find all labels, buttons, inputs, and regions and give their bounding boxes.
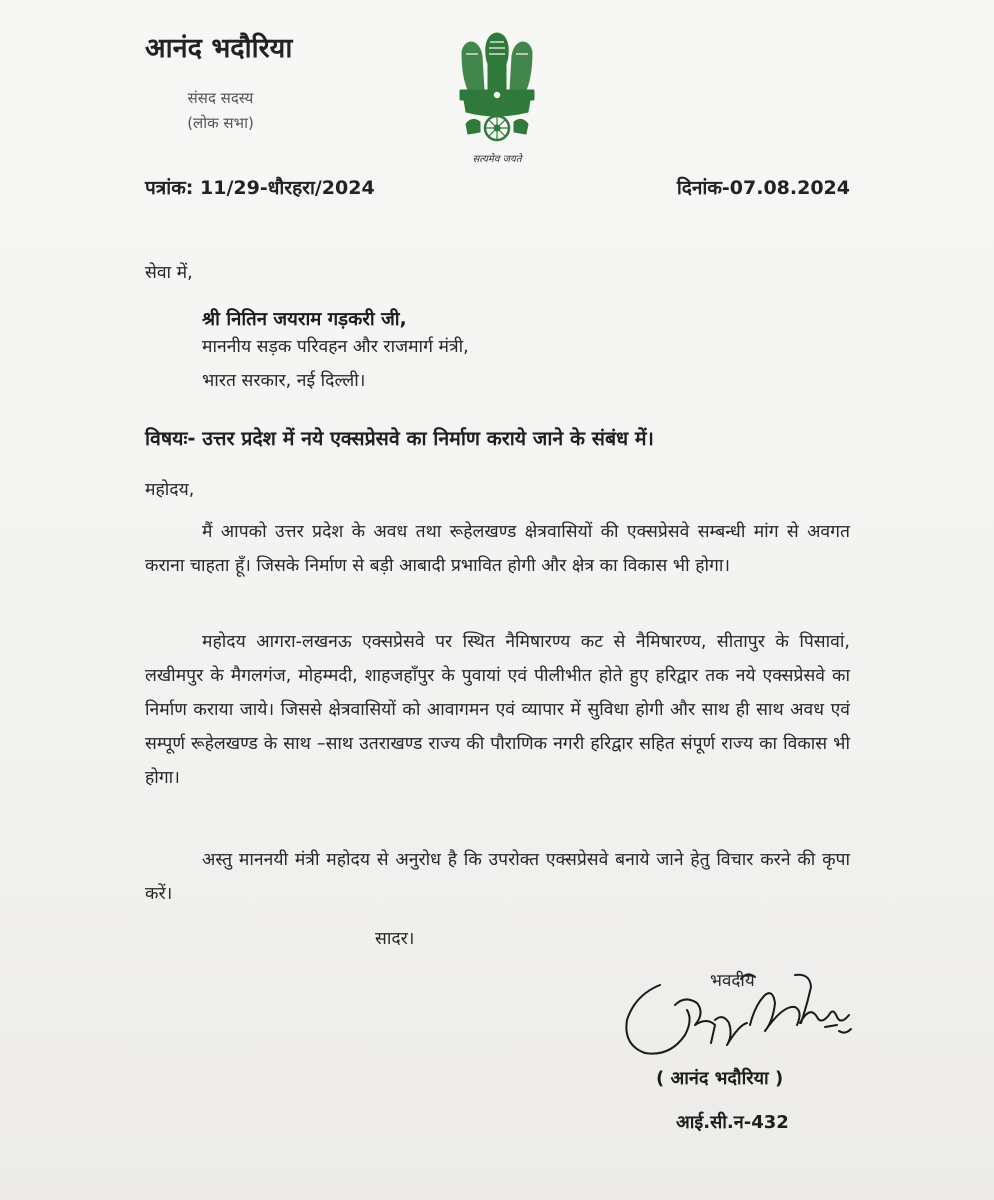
closing-yours: भवदीय — [710, 971, 755, 991]
recipient-office: भारत सरकार, नई दिल्ली। — [202, 371, 366, 391]
signer-id: आई.सी.न-432 — [676, 1112, 789, 1133]
body-paragraph: मैं आपको उत्तर प्रदेश के अवध तथा रूहेलखण्ड क्षेत्रवासियों की एक्सप्रेसवे सम्बन्धी मांग से अवगत कराना चाहता हूँ। जिसके निर्माण से बड़ी आबादी प्रभावित होगी और क्षेत्र का विकास भी होगा। — [145, 522, 850, 576]
recipient-title: माननीय सड़क परिवहन और राजमार्ग मंत्री, — [202, 337, 469, 357]
sender-name: आनंद भदौरिया — [145, 33, 293, 64]
emblem-motto: सत्यमेव जयते — [472, 154, 522, 165]
salutation: सेवा में, — [145, 263, 193, 283]
recipient-name: श्री नितिन जयराम गड़करी जी, — [202, 309, 407, 330]
letter-date: दिनांक-07.08.2024 — [676, 177, 850, 199]
signer-name: ( आनंद भदौरिया ) — [656, 1068, 784, 1089]
ashoka-emblem-icon — [448, 28, 546, 168]
reference-number: पत्रांक: 11/29-धौरहरा/2024 — [145, 177, 375, 199]
sender-house: (लोक सभा) — [187, 114, 254, 132]
body-paragraph: महोदय आगरा-लखनऊ एक्सप्रेसवे पर स्थित नैमिषारण्य कट से नैमिषारण्य, सीतापुर के पिसावां, लखीमपुर के मैगलगंज, मोहम्मदी, शाहजहाँपुर के पुवायां एवं पीलीभीत होते हुए हरिद्वार तक नये एक्सप्रेसवे का निर्माण कराया जाये। जिससे क्षेत्रवासियों को आवागमन एवं व्यापार में सुविधा होगी और साथ ही साथ अवध एवं सम्पूर्ण रूहेलखण्ड के साथ –साथ उतराखण्ड राज्य की पौराणिक नगरी हरिद्वार सहित संपूर्ण राज्य का विकास भी होगा। — [145, 632, 850, 788]
closing-sadar: सादर। — [375, 929, 415, 949]
sender-designation: संसद सदस्य — [187, 89, 254, 107]
sender-designation-block — [178, 86, 263, 136]
body-paragraph: अस्तु माननयी मंत्री महोदय से अनुरोध है कि उपरोक्त एक्सप्रेसवे बनाये जाने हेतु विचार करने की कृपा करें। — [145, 850, 850, 904]
greeting: महोदय, — [145, 480, 195, 500]
subject-line: विषयः- उत्तर प्रदेश में नये एक्सप्रेसवे का निर्माण कराये जाने के संबंध में। — [145, 427, 654, 450]
